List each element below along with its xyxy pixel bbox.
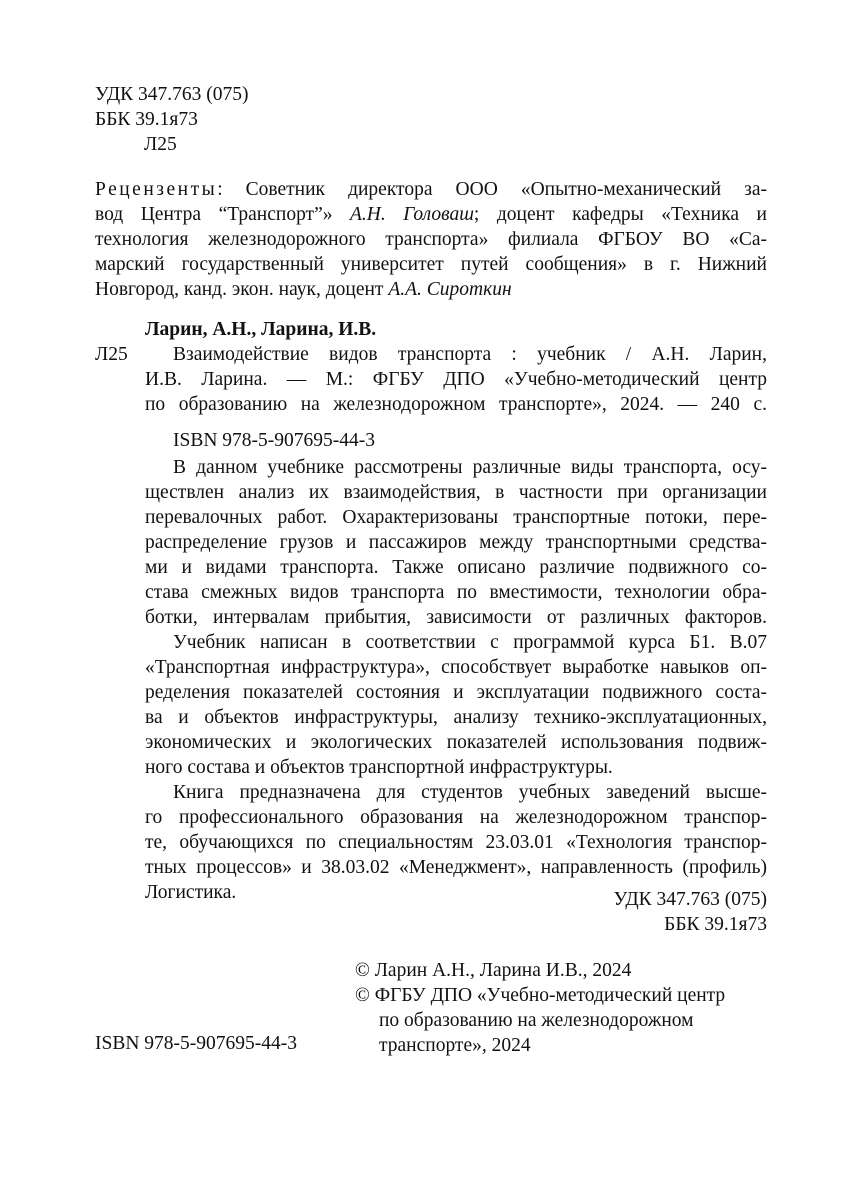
reviewers-line: Новгород, канд. экон. наук, доцент А.А. Сироткин xyxy=(95,279,512,300)
catalog-line: И.В. Ларина. — М.: ФГБУ ДПО «Учебно-методический центр xyxy=(145,369,767,390)
abstract-paragraph-3: Книга предназначена для студентов учебных заведений высше- го профессионального образования на железнодорожном транспор- те, обучающихся по специальностям 23.03.01 «Технология транспор- тных процессов» и 38.03.02 «Менеджмент», направленность (профиль) Логистика. xyxy=(145,782,767,903)
abstract xyxy=(145,455,767,905)
copyright-block xyxy=(355,958,725,1058)
footer-isbn: ISBN 978-5-907695-44-3 xyxy=(95,1033,298,1054)
classification-codes xyxy=(95,82,249,157)
reviewers-label: Рецензенты xyxy=(95,179,218,200)
catalog-description xyxy=(145,342,767,417)
author-sign: Л25 xyxy=(144,134,177,155)
udk-code: УДК 347.763 (075) xyxy=(95,84,249,105)
reviewers-line: технология железнодорожного транспорта» филиала ФГБОУ ВО «Са- xyxy=(95,229,767,250)
abstract-paragraph-1: В данном учебнике рассмотрены различные виды транспорта, осу- ществлен анализ их взаимодействия, в частности при организации перевалочных работ. Охарактеризованы транспортные потоки, пере- распределение грузов и пассажиров между транспортными средства- ми и видами транспорта. Также описано различие подвижного со- става смежных видов транспорта по вместимости, технологии обра- ботки, интервалам прибытия, зависимости от различных факторов. xyxy=(145,457,767,628)
classification-codes-right xyxy=(467,887,767,937)
bbk-code: ББК 39.1я73 xyxy=(95,109,198,130)
copyright-publisher: © ФГБУ ДПО «Учебно-методический центр xyxy=(355,985,726,1006)
copyright-publisher-cont: по образованию на железнодорожном xyxy=(379,1010,694,1031)
reviewers-line: марский государственный университет путей сообщения» в г. Нижний xyxy=(95,254,767,275)
bbk-code: ББК 39.1я73 xyxy=(664,914,767,935)
copyright-authors: © Ларин А.Н., Ларина И.В., 2024 xyxy=(355,960,632,981)
udk-code: УДК 347.763 (075) xyxy=(613,889,767,910)
reviewers-block xyxy=(95,177,767,302)
catalog-line: Взаимодействие видов транспорта : учебник / А.Н. Ларин, xyxy=(173,344,767,365)
catalog-line: по образованию на железнодорожном транспорте», 2024. — 240 с. xyxy=(145,394,767,415)
reviewer-name: А.Н. Головаш xyxy=(350,204,474,225)
abstract-paragraph-2: Учебник написан в соответствии с программой курса Б1. В.07 «Транспортная инфраструктура», способствует выработке навыков оп- ределения показателей состояния и эксплуатации подвижного соста- ва и объектов инфраструктуры, анализу технико-эксплуатационных, экономических и экологических показателей использования подвиж- ного состава и объектов транспортной инфраструктуры. xyxy=(145,632,767,778)
reviewer-name: А.А. Сироткин xyxy=(388,279,512,300)
catalog-sign: Л25 xyxy=(95,344,128,365)
reviewers-line: вод Центра “Транспорт”» А.Н. Головаш; доцент кафедры «Техника и xyxy=(95,204,767,225)
catalog-isbn: ISBN 978-5-907695-44-3 xyxy=(173,430,376,451)
copyright-publisher-cont: транспорте», 2024 xyxy=(379,1035,531,1056)
authors-heading: Ларин, А.Н., Ларина, И.В. xyxy=(145,319,377,340)
reviewers-line: Рецензенты: Советник директора ООО «Опытно-механический за- xyxy=(95,179,767,200)
